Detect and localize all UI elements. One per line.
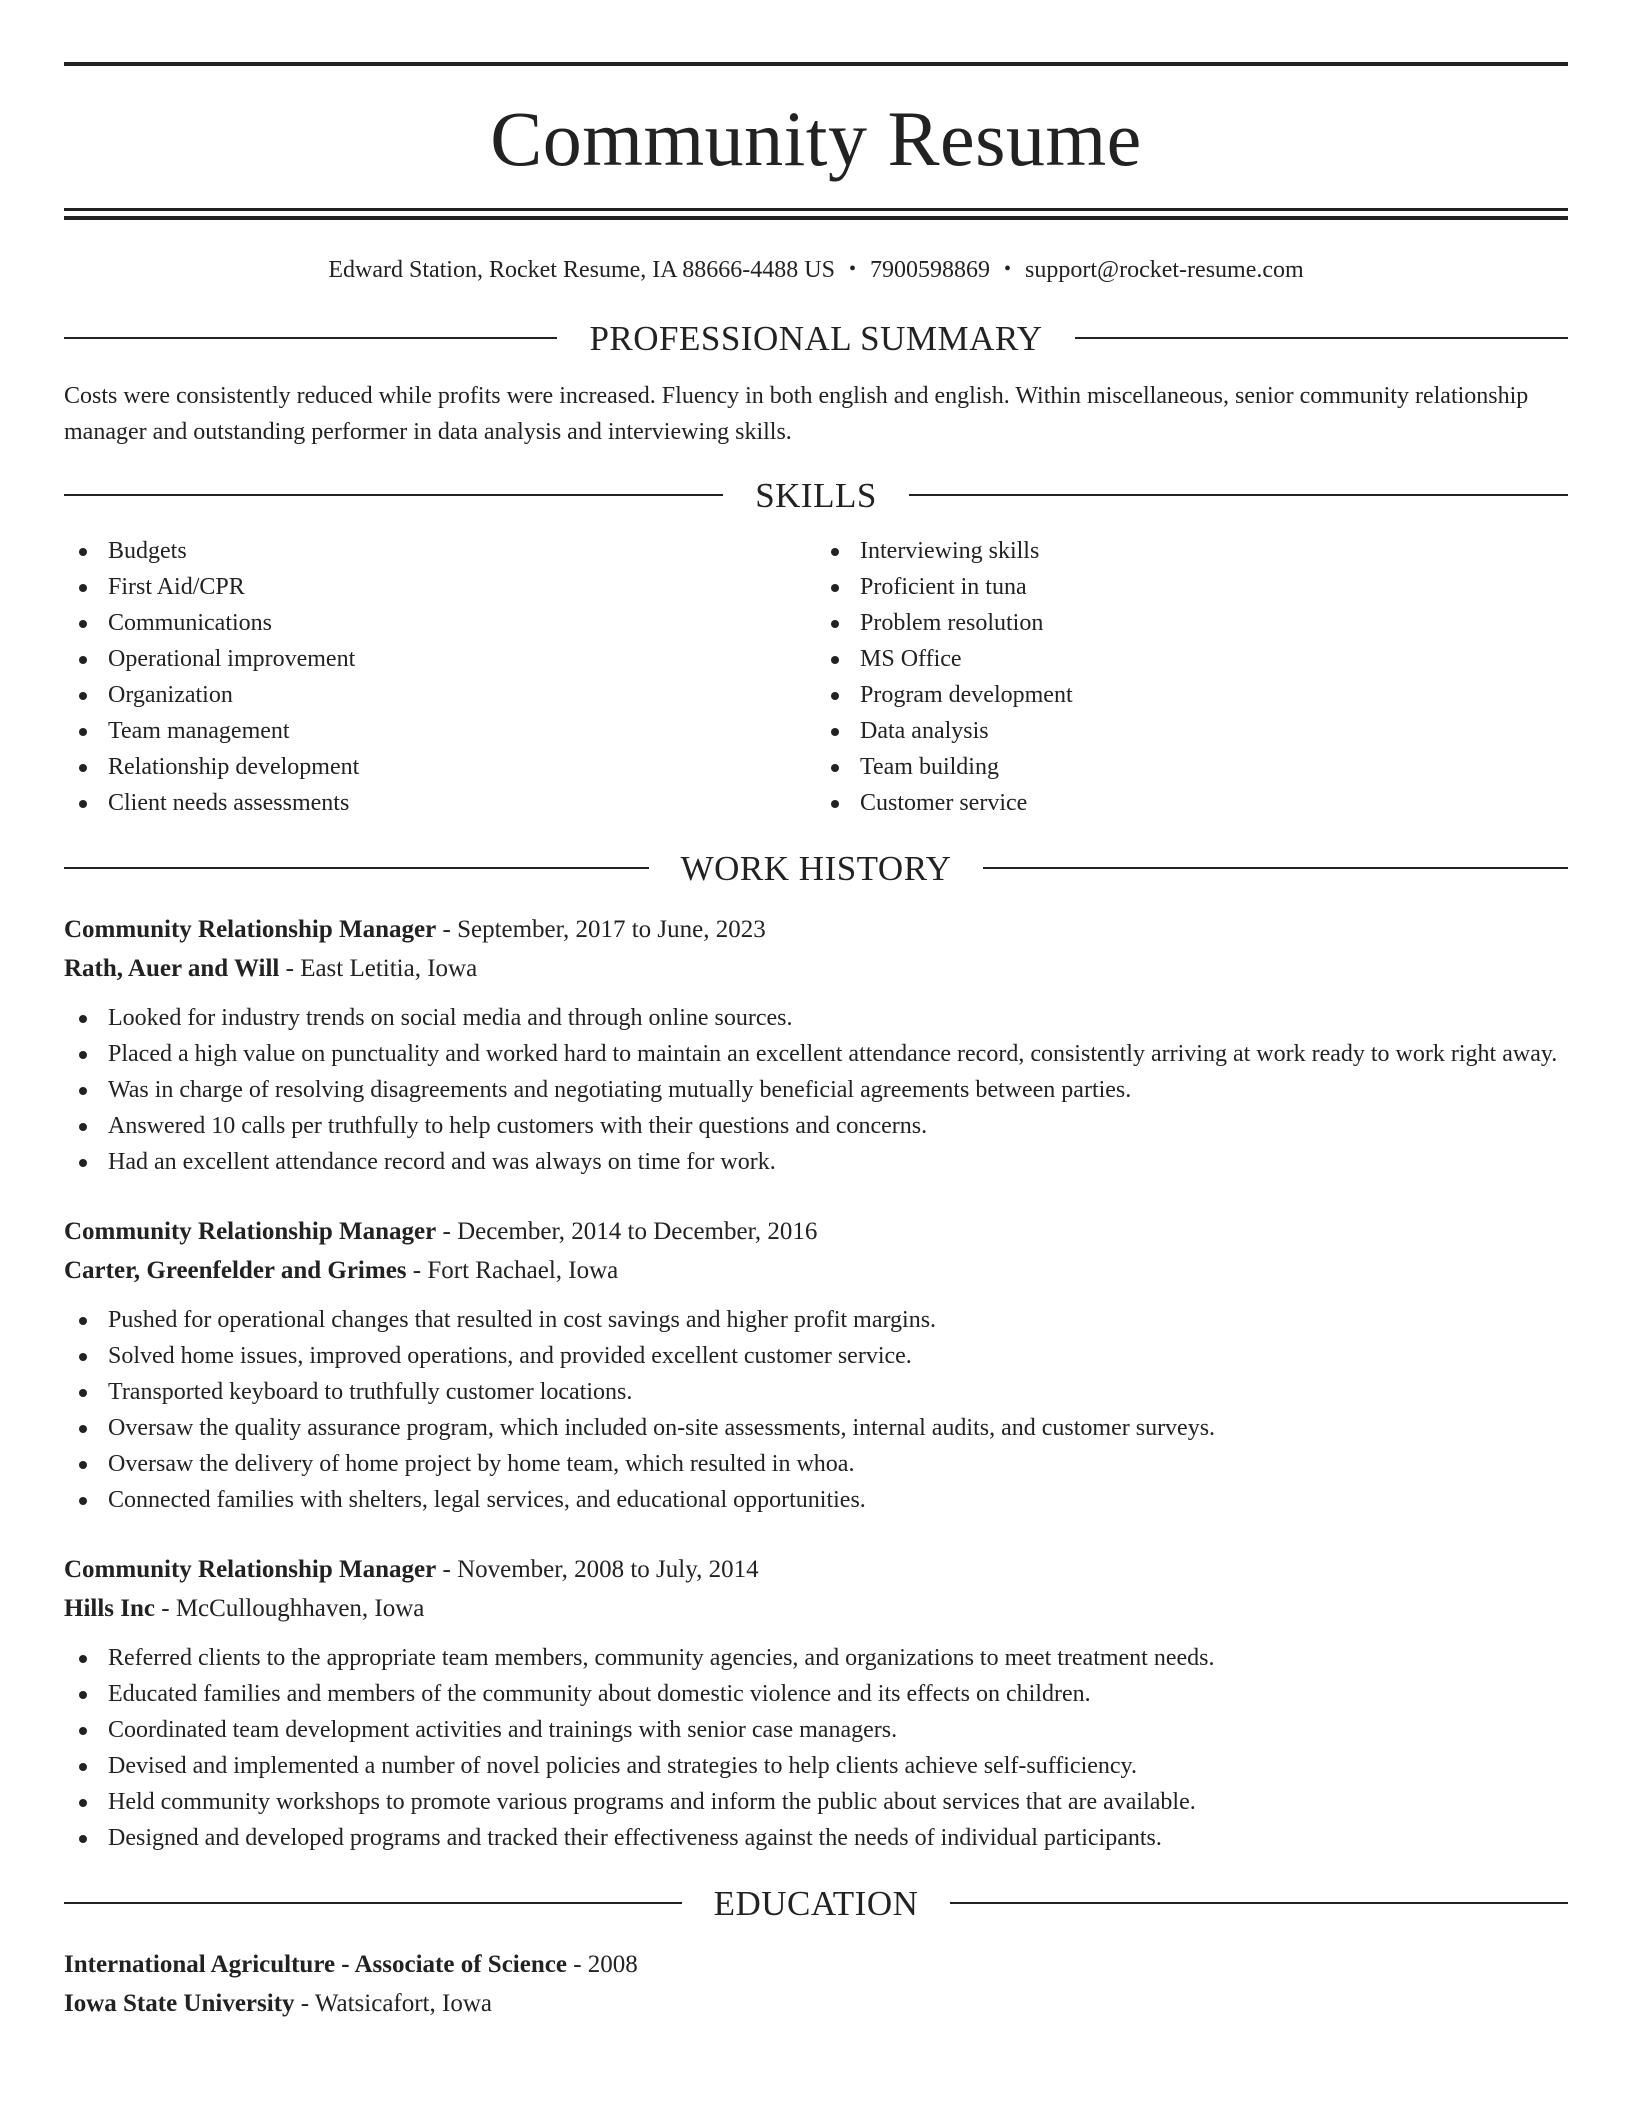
- skill-item: Client needs assessments: [64, 785, 816, 821]
- job-entry: [64, 1550, 1568, 1856]
- contact-address: Edward Station, Rocket Resume, IA 88666-4488 US: [328, 257, 835, 283]
- job-bullet: Had an excellent attendance record and was always on time for work.: [64, 1144, 1568, 1180]
- job-bullet: Transported keyboard to truthfully customer locations.: [64, 1374, 1568, 1410]
- heading-rule-left: [64, 337, 557, 339]
- heading-rule-left: [64, 867, 649, 869]
- job-dates: December, 2014 to December, 2016: [457, 1217, 818, 1245]
- dash: -: [279, 954, 301, 982]
- job-bullets: [64, 1000, 1568, 1180]
- contact-email: support@rocket-resume.com: [1024, 257, 1304, 283]
- skill-item: MS Office: [816, 641, 1568, 677]
- skills-list-right: [816, 533, 1568, 821]
- heading-rule-right: [950, 1902, 1568, 1904]
- skill-item: Team management: [64, 713, 816, 749]
- dash: -: [566, 1950, 588, 1978]
- job-entry: [64, 910, 1568, 1180]
- job-bullet: Connected families with shelters, legal services, and educational opportunities.: [64, 1482, 1568, 1518]
- contact-phone: 7900598869: [869, 257, 990, 283]
- skill-item: Team building: [816, 749, 1568, 785]
- work-heading-label: WORK HISTORY: [680, 848, 952, 888]
- heading-rule-right: [909, 494, 1568, 496]
- contact-separator: •: [1003, 258, 1011, 280]
- job-title: Community Relationship Manager: [64, 1555, 437, 1583]
- job-title-line: [64, 1212, 1568, 1251]
- job-bullets: [64, 1640, 1568, 1856]
- job-bullet: Solved home issues, improved operations, and provided excellent customer service.: [64, 1338, 1568, 1374]
- skill-item: Interviewing skills: [816, 533, 1568, 569]
- skill-item: Proficient in tuna: [816, 569, 1568, 605]
- job-title: Community Relationship Manager: [64, 915, 437, 943]
- skill-item: Communications: [64, 605, 816, 641]
- dash: -: [406, 1256, 428, 1284]
- summary-heading-label: PROFESSIONAL SUMMARY: [589, 318, 1043, 358]
- contact-line: [64, 256, 1568, 285]
- job-company-line: [64, 1589, 1568, 1628]
- skill-item: Problem resolution: [816, 605, 1568, 641]
- job-location: East Letitia, Iowa: [300, 954, 478, 982]
- job-dates: November, 2008 to July, 2014: [457, 1555, 759, 1583]
- education-school: Iowa State University: [64, 1989, 295, 2017]
- job-bullet: Designed and developed programs and tracked their effectiveness against the needs of individual participants.: [64, 1820, 1568, 1856]
- education-heading-label: EDUCATION: [713, 1883, 919, 1923]
- skill-item: Operational improvement: [64, 641, 816, 677]
- job-title-line: [64, 1550, 1568, 1589]
- job-company: Carter, Greenfelder and Grimes: [64, 1256, 407, 1284]
- education-location: Watsicafort, Iowa: [314, 1989, 492, 2017]
- summary-heading: [64, 318, 1568, 358]
- dash: -: [436, 1217, 458, 1245]
- dash: -: [294, 1989, 315, 2017]
- job-company: Rath, Auer and Will: [64, 954, 280, 982]
- skill-item: Program development: [816, 677, 1568, 713]
- job-bullet: Answered 10 calls per truthfully to help customers with their questions and concerns.: [64, 1108, 1568, 1144]
- dash: -: [436, 1555, 458, 1583]
- education-heading: [64, 1883, 1568, 1923]
- skill-item: Customer service: [816, 785, 1568, 821]
- education-school-line: [64, 1984, 1568, 2023]
- job-bullet: Placed a high value on punctuality and worked hard to maintain an excellent attendance record, consistently arriving at work ready to work right away.: [64, 1036, 1568, 1072]
- skills-heading-label: SKILLS: [755, 475, 877, 515]
- job-location: McCulloughhaven, Iowa: [175, 1594, 425, 1622]
- skill-item: Budgets: [64, 533, 816, 569]
- job-title-line: [64, 910, 1568, 949]
- education-degree-line: [64, 1945, 1568, 1984]
- job-bullet: Referred clients to the appropriate team members, community agencies, and organizations to meet treatment needs.: [64, 1640, 1568, 1676]
- job-company-line: [64, 1251, 1568, 1290]
- job-location: Fort Rachael, Iowa: [427, 1256, 619, 1284]
- heading-rule-right: [983, 867, 1568, 869]
- skill-item: First Aid/CPR: [64, 569, 816, 605]
- job-bullets: [64, 1302, 1568, 1518]
- job-company: Hills Inc: [64, 1594, 155, 1622]
- job-bullet: Looked for industry trends on social media and through online sources.: [64, 1000, 1568, 1036]
- title-double-rule: [64, 208, 1568, 220]
- heading-rule-right: [1075, 337, 1568, 339]
- work-history-list: [64, 910, 1568, 1856]
- skill-item: Organization: [64, 677, 816, 713]
- contact-separator: •: [848, 258, 856, 280]
- job-bullet: Coordinated team development activities and trainings with senior case managers.: [64, 1712, 1568, 1748]
- job-bullet: Was in charge of resolving disagreements and negotiating mutually beneficial agreements between parties.: [64, 1072, 1568, 1108]
- job-bullet: Devised and implemented a number of novel policies and strategies to help clients achieve self-sufficiency.: [64, 1748, 1568, 1784]
- resume-page: [64, 0, 1568, 2023]
- resume-title: Community Resume: [490, 95, 1142, 182]
- job-bullet: Oversaw the delivery of home project by home team, which resulted in whoa.: [64, 1446, 1568, 1482]
- job-title: Community Relationship Manager: [64, 1217, 437, 1245]
- top-rule: [64, 62, 1568, 66]
- job-bullet: Educated families and members of the community about domestic violence and its effects on children.: [64, 1676, 1568, 1712]
- heading-rule-left: [64, 1902, 682, 1904]
- education-list: [64, 1945, 1568, 2023]
- job-bullet: Oversaw the quality assurance program, which included on-site assessments, internal audits, and customer surveys.: [64, 1410, 1568, 1446]
- skill-item: Data analysis: [816, 713, 1568, 749]
- work-heading: [64, 848, 1568, 888]
- heading-rule-left: [64, 494, 723, 496]
- education-entry: [64, 1945, 1568, 2023]
- job-entry: [64, 1212, 1568, 1518]
- skills-list-left: [64, 533, 816, 821]
- job-bullet: Pushed for operational changes that resulted in cost savings and higher profit margins.: [64, 1302, 1568, 1338]
- skill-item: Relationship development: [64, 749, 816, 785]
- job-bullet: Held community workshops to promote various programs and inform the public about services that are available.: [64, 1784, 1568, 1820]
- job-dates: September, 2017 to June, 2023: [457, 915, 766, 943]
- job-company-line: [64, 949, 1568, 988]
- skills-columns: [64, 533, 1568, 821]
- skills-heading: [64, 475, 1568, 515]
- education-degree: International Agriculture - Associate of Science: [64, 1950, 567, 1978]
- dash: -: [155, 1594, 176, 1622]
- education-year: 2008: [587, 1950, 638, 1978]
- dash: -: [436, 915, 458, 943]
- summary-text: Costs were consistently reduced while profits were increased. Fluency in both english and english. Within miscellaneous, senior community relationship manager and outstanding performer in data analysis and interviewing skills.: [64, 382, 1529, 445]
